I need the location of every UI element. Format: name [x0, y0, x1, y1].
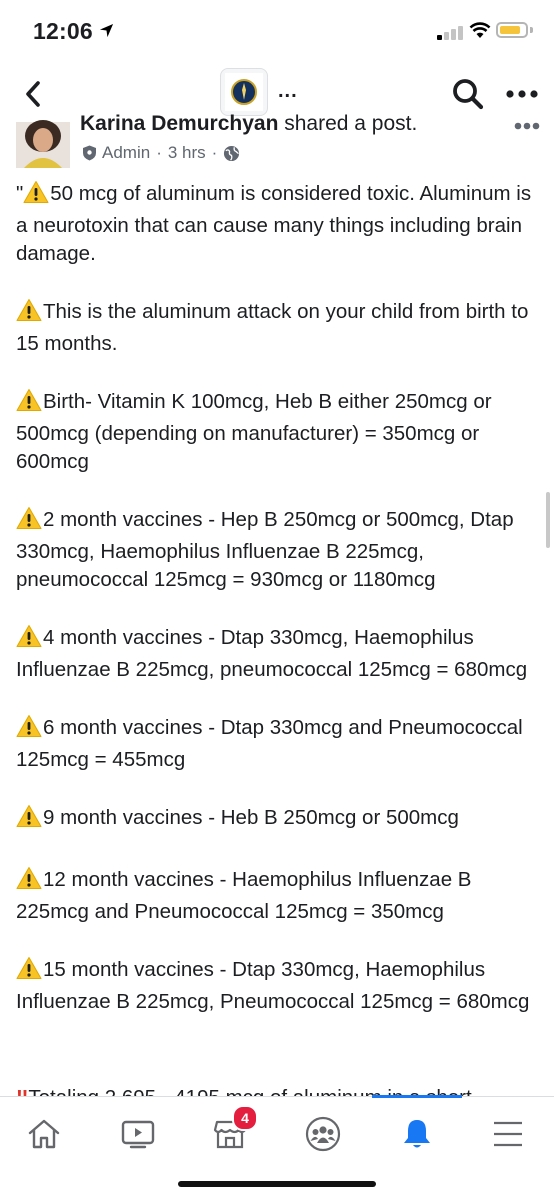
warning-icon [23, 180, 49, 212]
meta-separator: · [156, 143, 162, 162]
avatar-photo [16, 122, 70, 168]
post-meta [82, 143, 240, 163]
post-menu-icon[interactable] [514, 126, 540, 132]
post-paragraph [16, 180, 540, 268]
back-button[interactable] [18, 76, 48, 112]
battery-tip [530, 27, 533, 33]
warning-icon [16, 624, 42, 656]
post-paragraph [16, 956, 540, 1016]
paragraph-text: 15 month vaccines - Dtap 330mcg, Haemophilus Influenzae B 225mcg, Pneumococcal 125mcg = 680mcg [16, 958, 530, 1013]
post-paragraph [16, 714, 540, 774]
post-paragraph [16, 804, 540, 836]
post-paragraph [16, 866, 540, 926]
avatar[interactable] [16, 122, 70, 168]
battery-icon [496, 22, 528, 38]
tab-home[interactable] [14, 1109, 74, 1159]
marketplace-badge: 4 [232, 1105, 258, 1131]
tab-marketplace[interactable] [200, 1109, 260, 1159]
groups-icon [305, 1116, 341, 1152]
warning-icon [16, 506, 42, 538]
paragraph-text: This is the aluminum attack on your child from birth to 15 months. [16, 300, 529, 355]
clock-text: 12:06 [33, 18, 93, 44]
role-label: Admin [102, 143, 151, 162]
paragraph-text: 4 month vaccines - Dtap 330mcg, Haemophilus Influenzae B 225mcg, pneumococcal 125mcg = 680mcg [16, 626, 528, 681]
quote-mark: " [16, 182, 24, 205]
home-icon [27, 1118, 61, 1150]
location-arrow-icon [99, 23, 114, 38]
globe-icon [223, 145, 240, 162]
video-icon [121, 1119, 155, 1149]
warning-icon [16, 298, 42, 330]
warning-icon [16, 866, 42, 898]
shared-line-clip [80, 112, 500, 140]
status-time [33, 18, 114, 45]
post-time[interactable]: 3 hrs [167, 143, 206, 162]
tab-groups[interactable] [293, 1109, 353, 1159]
admin-badge-icon [82, 145, 97, 161]
status-bar [0, 0, 554, 62]
paragraph-text: 9 month vaccines - Heb B 250mcg or 500mcg [43, 806, 459, 829]
search-icon[interactable] [450, 76, 486, 112]
page-profile-picture[interactable] [220, 68, 268, 116]
shared-text: shared a post. [284, 112, 418, 135]
paragraph-text: 50 mcg of aluminum is considered toxic. Aluminum is a neurotoxin that can cause many things including brain damage. [16, 182, 532, 265]
tab-menu[interactable] [478, 1109, 538, 1159]
warning-icon [16, 956, 42, 988]
menu-icon [493, 1121, 523, 1147]
state-seal-icon [225, 73, 263, 111]
post-paragraph [16, 388, 540, 476]
battery-level [500, 26, 520, 34]
active-tab-indicator [372, 1095, 462, 1098]
page-name-truncated[interactable]: ... [278, 80, 298, 102]
tab-watch[interactable] [108, 1109, 168, 1159]
home-indicator[interactable] [178, 1181, 376, 1187]
paragraph-text: Birth- Vitamin K 100mcg, Heb B either 250mcg or 500mcg (depending on manufacturer) = 350mcg or 600mcg [16, 390, 492, 473]
paragraph-text: 6 month vaccines - Dtap 330mcg and Pneumococcal 125mcg = 455mcg [16, 716, 523, 771]
paragraph-text: 2 month vaccines - Hep B 250mcg or 500mcg, Dtap 330mcg, Haemophilus Influenzae B 225mcg, pneumococcal 125mcg = 930mcg or 1180mcg [16, 508, 514, 591]
tab-notifications[interactable] [387, 1109, 447, 1159]
author-name[interactable]: Karina Demurchyan [80, 112, 279, 135]
post-paragraph [16, 624, 540, 684]
post-body [16, 180, 540, 1046]
scrollbar-thumb[interactable] [546, 492, 550, 548]
warning-icon [16, 714, 42, 746]
shared-line [80, 112, 417, 136]
post-paragraph [16, 506, 540, 594]
bell-icon [401, 1117, 433, 1151]
wifi-icon [469, 21, 491, 39]
meta-separator: · [211, 143, 218, 162]
cellular-signal-icon [437, 24, 465, 40]
post-paragraph [16, 298, 540, 358]
warning-icon [16, 804, 42, 836]
paragraph-text: 12 month vaccines - Haemophilus Influenzae B 225mcg and Pneumococcal 125mcg = 350mcg [16, 868, 472, 923]
post-header [0, 112, 554, 178]
warning-icon [16, 388, 42, 420]
more-options-icon[interactable] [505, 84, 539, 104]
chevron-left-icon [24, 80, 42, 108]
